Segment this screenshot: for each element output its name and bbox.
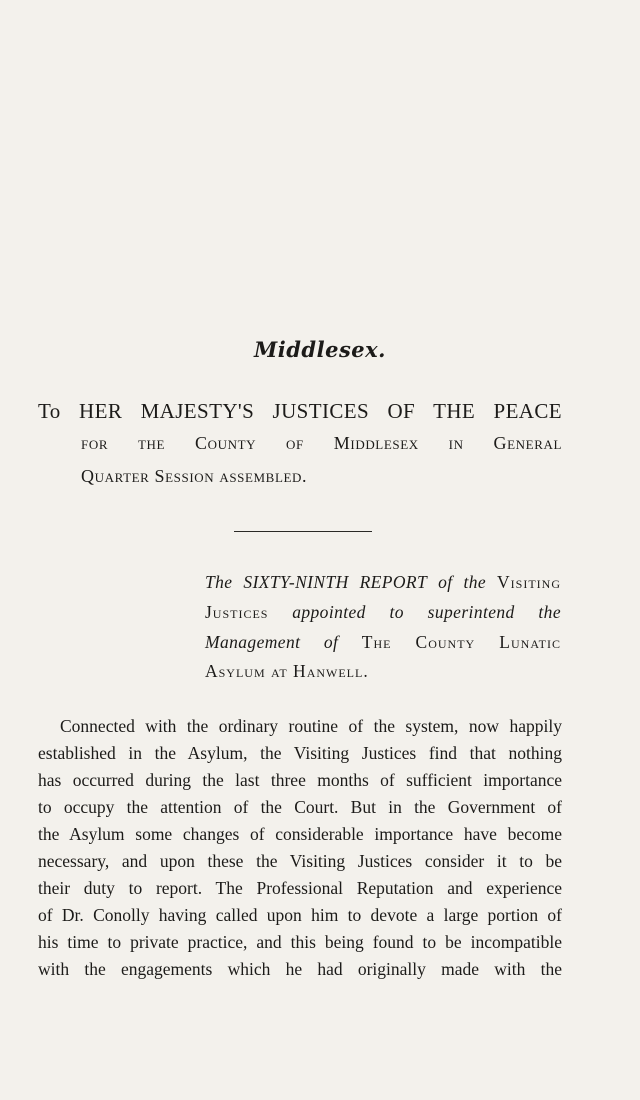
address-line-3: Quarter Session assembled. xyxy=(81,466,308,486)
divider-rule xyxy=(234,531,372,532)
report-title-line-4 xyxy=(205,661,561,682)
report-title-line-2 xyxy=(205,602,561,623)
report-title-1c: Visiting xyxy=(497,572,561,592)
report-title-3b: The County Lunatic xyxy=(361,632,561,652)
body-line: Connected with the ordinary routine of the system, now happily xyxy=(60,716,562,736)
body-line: established in the Asylum, the Visiting Justices find that nothing xyxy=(38,743,562,763)
body-line: the Asylum some changes of considerable importance have become xyxy=(38,824,562,844)
body-line: their duty to report. The Professional Reputation and experience xyxy=(38,878,562,898)
county-heading: Middlesex. xyxy=(254,337,386,362)
body-line: has occurred during the last three months of sufficient importance xyxy=(38,770,562,790)
address-line-2: for the County of Middlesex in General xyxy=(81,433,562,453)
report-title-3a: Management of xyxy=(205,632,339,652)
report-title-1a: The SIXTY-NINTH REPORT xyxy=(205,572,428,592)
address-line-1: To HER MAJESTY'S JUSTICES OF THE PEACE xyxy=(38,399,562,423)
body-line: with the engagements which he had originally made with the xyxy=(38,959,562,979)
report-title-line-1 xyxy=(205,572,561,593)
report-title-2b: appointed to superintend the xyxy=(292,602,562,622)
report-title-1b: of the xyxy=(438,572,487,592)
body-line: to occupy the attention of the Court. But in the Government of xyxy=(38,797,562,817)
body-line: of Dr. Conolly having called upon him to devote a large portion of xyxy=(38,905,562,925)
body-line: his time to private practice, and this being found to be incompatible xyxy=(38,932,562,952)
body-line: necessary, and upon these the Visiting Justices consider it to be xyxy=(38,851,562,871)
report-title-2a: Justices xyxy=(205,602,269,622)
report-title-line-3 xyxy=(205,632,561,653)
report-title-4: Asylum at Hanwell. xyxy=(205,661,369,681)
